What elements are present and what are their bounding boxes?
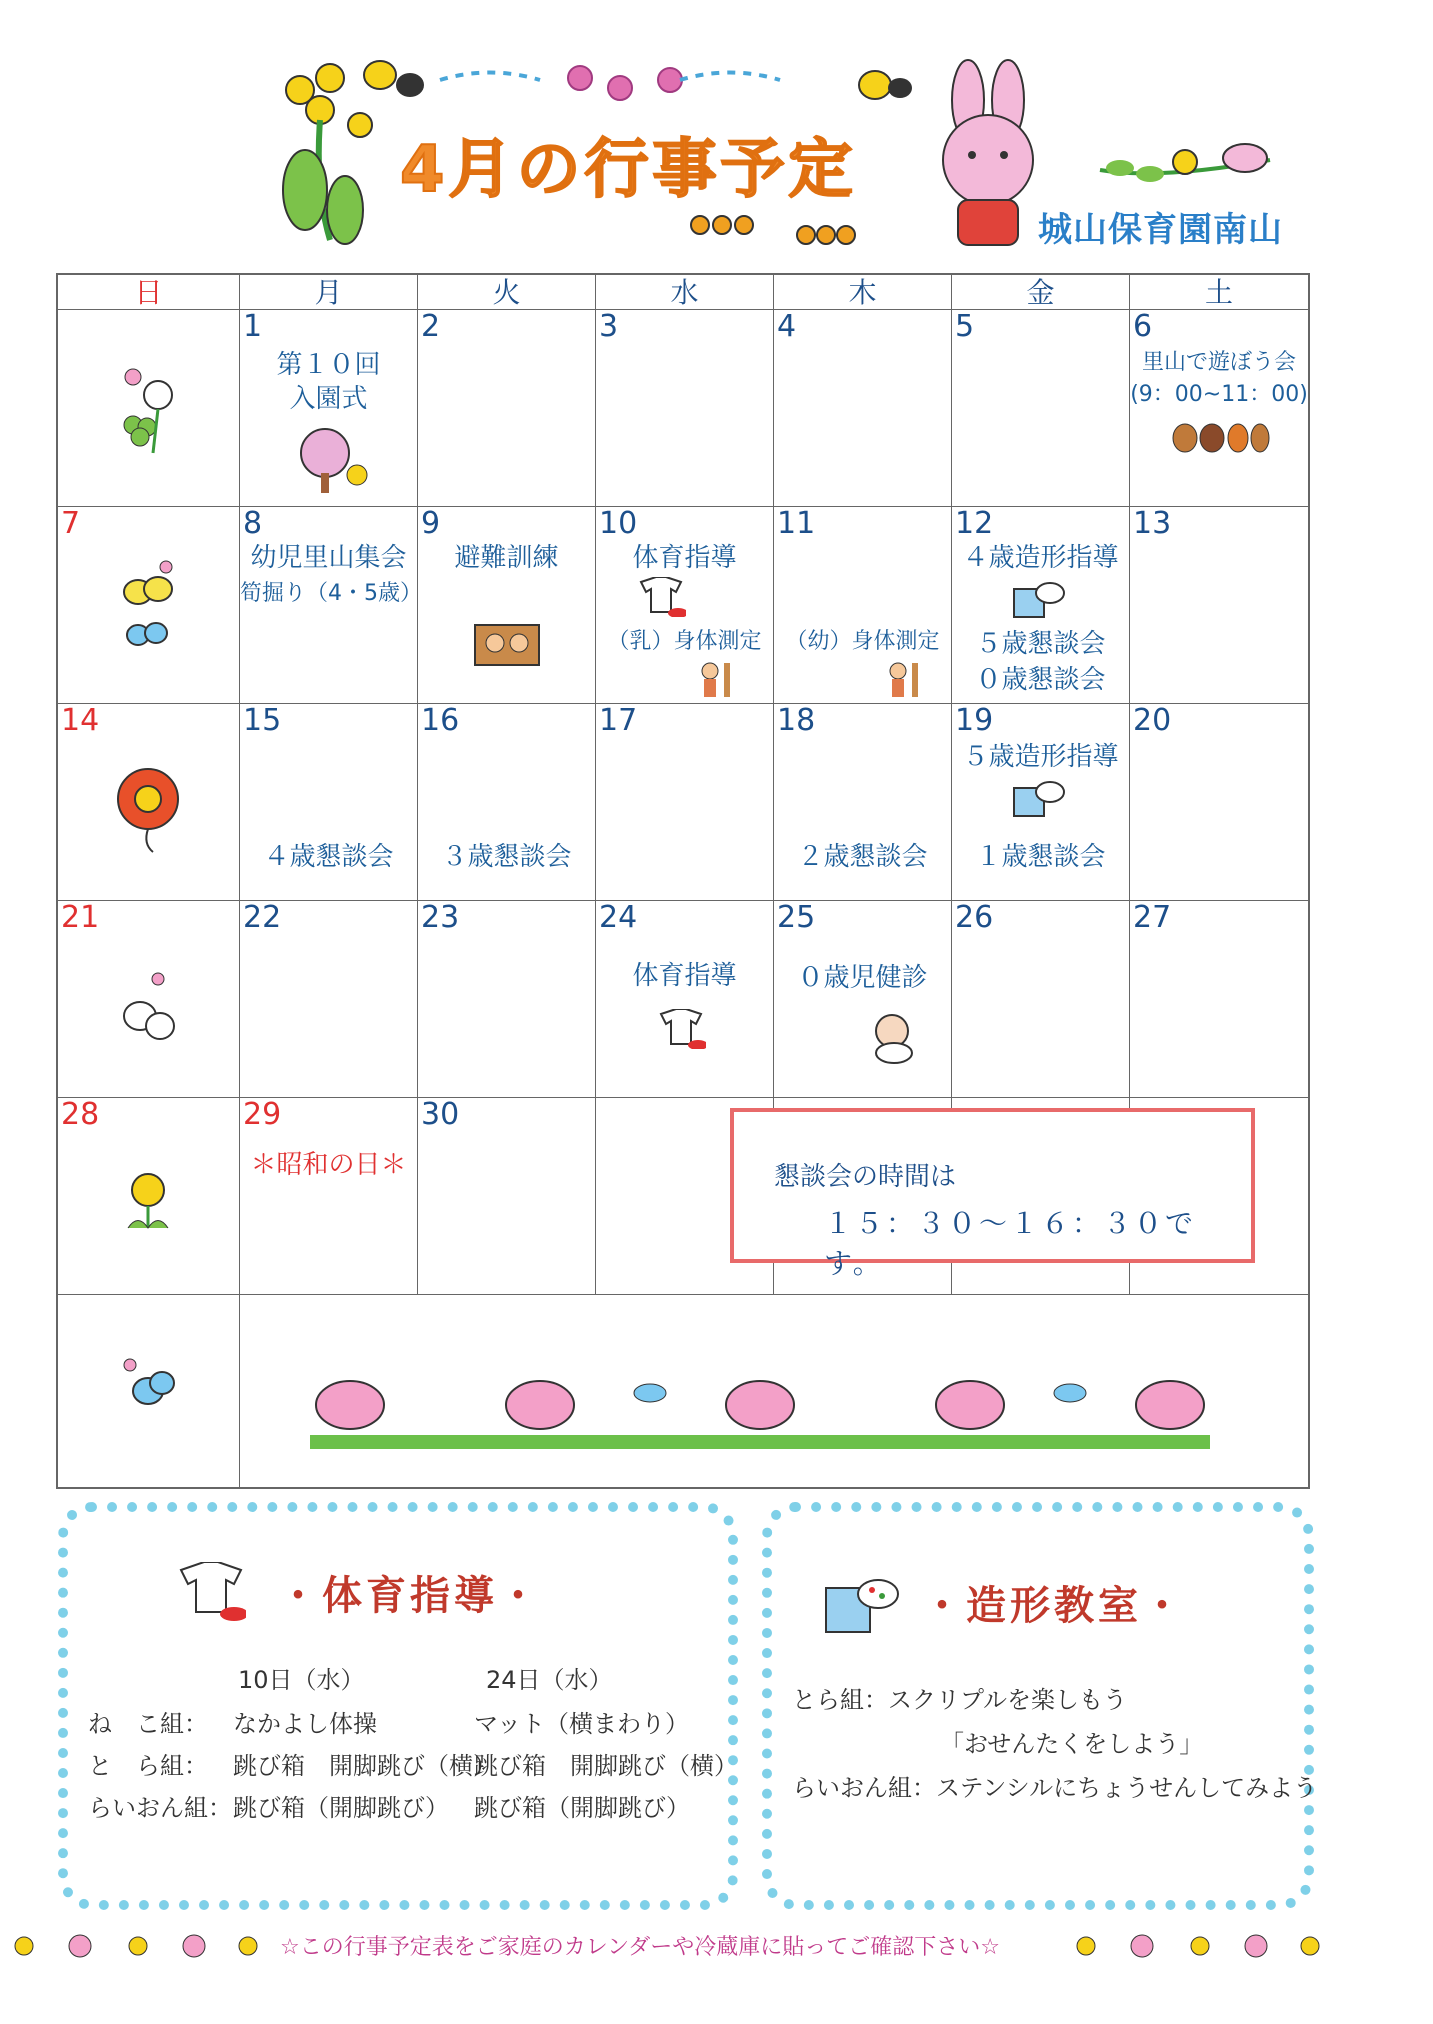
rabbit-icon bbox=[943, 60, 1033, 245]
pe-activity: 跳び箱 開脚跳び（横） bbox=[474, 1752, 738, 1780]
day-cell-9 bbox=[418, 507, 596, 704]
footer-flowers-left-icon bbox=[8, 1926, 268, 1966]
holiday-text: ＊昭和の日＊ bbox=[250, 1150, 407, 1180]
day-cell-empty-sun bbox=[58, 310, 240, 507]
day-number: 26 bbox=[955, 900, 994, 935]
blue-butterfly-icon bbox=[118, 1355, 178, 1425]
event-text: （幼）身体測定 bbox=[785, 629, 940, 654]
event-text: １歳懇談会 bbox=[975, 842, 1106, 872]
notice-box bbox=[730, 1108, 1255, 1280]
day-number: 20 bbox=[1133, 703, 1172, 738]
day-cell-26 bbox=[952, 901, 1130, 1098]
gym-clothes-icon bbox=[656, 1009, 706, 1049]
pe-date-1: 10日（水） bbox=[238, 1666, 365, 1694]
weekday-sun: 日 bbox=[58, 275, 240, 310]
event-text: ４歳懇談会 bbox=[263, 842, 394, 872]
day-cell-6 bbox=[1130, 310, 1308, 507]
day-cell-empty-sun bbox=[58, 1295, 240, 1487]
day-number: 23 bbox=[421, 900, 460, 935]
day-cell-16 bbox=[418, 704, 596, 901]
weekday-tue: 火 bbox=[418, 275, 596, 310]
day-number: 12 bbox=[955, 506, 994, 541]
day-number: 17 bbox=[599, 703, 638, 738]
day-cell-29 bbox=[240, 1098, 418, 1295]
day-number: 3 bbox=[599, 309, 619, 344]
dandelion-icon bbox=[118, 1168, 178, 1238]
day-number: 9 bbox=[421, 506, 441, 541]
day-number: 18 bbox=[777, 703, 816, 738]
mushroom-icon bbox=[691, 216, 855, 244]
event-text: ５歳懇談会 bbox=[975, 629, 1106, 659]
white-butterfly-icon bbox=[118, 971, 188, 1051]
calendar-grid bbox=[56, 273, 1310, 1489]
pe-class: ね こ組： bbox=[88, 1710, 208, 1738]
day-number: 16 bbox=[421, 703, 460, 738]
day-cell-1 bbox=[240, 310, 418, 507]
event-text: (9：00~11：00) bbox=[1130, 382, 1308, 407]
weekday-wed: 水 bbox=[596, 275, 774, 310]
art-line-2: 「おせんたくをしよう」 bbox=[940, 1730, 1204, 1758]
day-cell-3 bbox=[596, 310, 774, 507]
day-number: 28 bbox=[61, 1097, 100, 1132]
page-title: 4月の行事予定 bbox=[400, 133, 857, 207]
baby-icon bbox=[864, 1011, 924, 1066]
pe-activity: 跳び箱 開脚跳び（横） bbox=[233, 1752, 497, 1780]
bird-branch-icon bbox=[1100, 144, 1270, 182]
day-cell-12 bbox=[952, 507, 1130, 704]
measuring-icon bbox=[696, 659, 736, 699]
flower-clover-icon bbox=[113, 365, 183, 455]
measuring-icon bbox=[884, 659, 924, 699]
organization-name: 城山保育園南山 bbox=[1038, 210, 1283, 250]
pe-title: ・体育指導・ bbox=[278, 1573, 542, 1619]
pe-date-2: 24日（水） bbox=[486, 1666, 613, 1694]
event-text: 幼児里山集会 bbox=[250, 543, 407, 573]
event-text: ０歳児健診 bbox=[797, 963, 928, 993]
red-flower-icon bbox=[113, 764, 183, 854]
art-palette-icon bbox=[822, 1574, 902, 1644]
day-number: 4 bbox=[777, 309, 797, 344]
day-cell-22 bbox=[240, 901, 418, 1098]
day-cell-10 bbox=[596, 507, 774, 704]
pe-class: と ら組： bbox=[88, 1752, 208, 1780]
day-cell-15 bbox=[240, 704, 418, 901]
day-number: 2 bbox=[421, 309, 441, 344]
day-number: 7 bbox=[61, 506, 81, 541]
pe-section bbox=[58, 1502, 738, 1910]
event-text: ３歳懇談会 bbox=[441, 842, 572, 872]
event-text: ２歳懇談会 bbox=[797, 842, 928, 872]
art-section bbox=[762, 1502, 1318, 1910]
butterflies-icon bbox=[118, 557, 188, 657]
pe-activity: マット（横まわり） bbox=[474, 1710, 690, 1738]
pe-activity: なかよし体操 bbox=[233, 1710, 377, 1738]
day-cell-11 bbox=[774, 507, 952, 704]
day-cell-19 bbox=[952, 704, 1130, 901]
day-cell-17 bbox=[596, 704, 774, 901]
day-cell-2 bbox=[418, 310, 596, 507]
day-cell-23 bbox=[418, 901, 596, 1098]
day-number: 11 bbox=[777, 506, 816, 541]
bee-icon-2 bbox=[859, 71, 912, 99]
event-text: （乳）身体測定 bbox=[607, 629, 762, 654]
day-number: 27 bbox=[1133, 900, 1172, 935]
vegetables-icon bbox=[1170, 418, 1270, 458]
day-number: 13 bbox=[1133, 506, 1172, 541]
footer-flowers-right-icon bbox=[1070, 1926, 1330, 1966]
day-number: 29 bbox=[243, 1097, 282, 1132]
cherry-trees-border-icon bbox=[310, 1365, 1210, 1455]
gym-clothes-icon bbox=[636, 577, 686, 617]
bee-icon bbox=[364, 61, 424, 97]
weekday-fri: 金 bbox=[952, 275, 1130, 310]
flowers-icon bbox=[568, 66, 682, 100]
event-text: ０歳懇談会 bbox=[975, 665, 1106, 695]
day-cell-21 bbox=[58, 901, 240, 1098]
art-line-3: らいおん組：ステンシルにちょうせんしてみよう bbox=[792, 1774, 1318, 1802]
event-text: 筍掘り（4・5歳） bbox=[240, 581, 422, 606]
weekday-sat: 土 bbox=[1130, 275, 1308, 310]
day-cell-13 bbox=[1130, 507, 1308, 704]
art-palette-icon bbox=[1012, 579, 1066, 619]
notice-line-2: １５：３０～１６：３０です。 bbox=[824, 1207, 1197, 1280]
day-cell-30 bbox=[418, 1098, 596, 1295]
gym-clothes-icon bbox=[176, 1562, 246, 1622]
event-text: 里山で遊ぼう会 bbox=[1141, 350, 1296, 375]
weekday-thu: 木 bbox=[774, 275, 952, 310]
day-cell-14 bbox=[58, 704, 240, 901]
day-cell-28 bbox=[58, 1098, 240, 1295]
day-number: 10 bbox=[599, 506, 638, 541]
pe-class: らいおん組： bbox=[88, 1794, 232, 1822]
day-number: 5 bbox=[955, 309, 975, 344]
day-number: 22 bbox=[243, 900, 282, 935]
pe-activity: 跳び箱（開脚跳び） bbox=[474, 1794, 690, 1822]
day-cell-7 bbox=[58, 507, 240, 704]
notice-line-1: 懇談会の時間は bbox=[774, 1162, 957, 1192]
day-cell-27 bbox=[1130, 901, 1308, 1098]
art-title: ・造形教室・ bbox=[922, 1583, 1186, 1629]
event-text: 体育指導 bbox=[632, 961, 737, 991]
decoration-row bbox=[240, 1295, 1308, 1487]
cherry-tree-icon bbox=[295, 425, 375, 495]
art-line-1: とら組：スクリプルを楽しもう bbox=[792, 1686, 1128, 1714]
evacuation-icon bbox=[473, 617, 543, 667]
day-number: 1 bbox=[243, 309, 263, 344]
day-number: 24 bbox=[599, 900, 638, 935]
day-number: 15 bbox=[243, 703, 282, 738]
day-cell-24 bbox=[596, 901, 774, 1098]
weekday-mon: 月 bbox=[240, 275, 418, 310]
event-text: 第１０回 bbox=[276, 350, 381, 380]
footer-message: ☆この行事予定表をご家庭のカレンダーや冷蔵庫に貼ってご確認下さい☆ bbox=[280, 1935, 1001, 1960]
flower-plant-icon bbox=[283, 64, 372, 244]
day-number: 14 bbox=[61, 703, 100, 738]
day-cell-25 bbox=[774, 901, 952, 1098]
day-cell-5 bbox=[952, 310, 1130, 507]
event-text: 入園式 bbox=[289, 384, 368, 414]
day-number: 25 bbox=[777, 900, 816, 935]
day-number: 6 bbox=[1133, 309, 1153, 344]
day-cell-8 bbox=[240, 506, 422, 704]
day-number: 21 bbox=[61, 900, 100, 935]
day-cell-4 bbox=[774, 310, 952, 507]
event-text: 避難訓練 bbox=[454, 543, 559, 573]
day-number: 8 bbox=[243, 506, 263, 541]
day-cell-20 bbox=[1130, 704, 1308, 901]
event-text: ４歳造形指導 bbox=[962, 543, 1119, 573]
event-text: ５歳造形指導 bbox=[962, 742, 1119, 772]
event-text: 体育指導 bbox=[632, 543, 737, 573]
art-palette-icon bbox=[1012, 778, 1066, 818]
pe-activity: 跳び箱（開脚跳び） bbox=[233, 1794, 449, 1822]
day-number: 19 bbox=[955, 703, 994, 738]
day-cell-18 bbox=[774, 704, 952, 901]
day-number: 30 bbox=[421, 1097, 460, 1132]
